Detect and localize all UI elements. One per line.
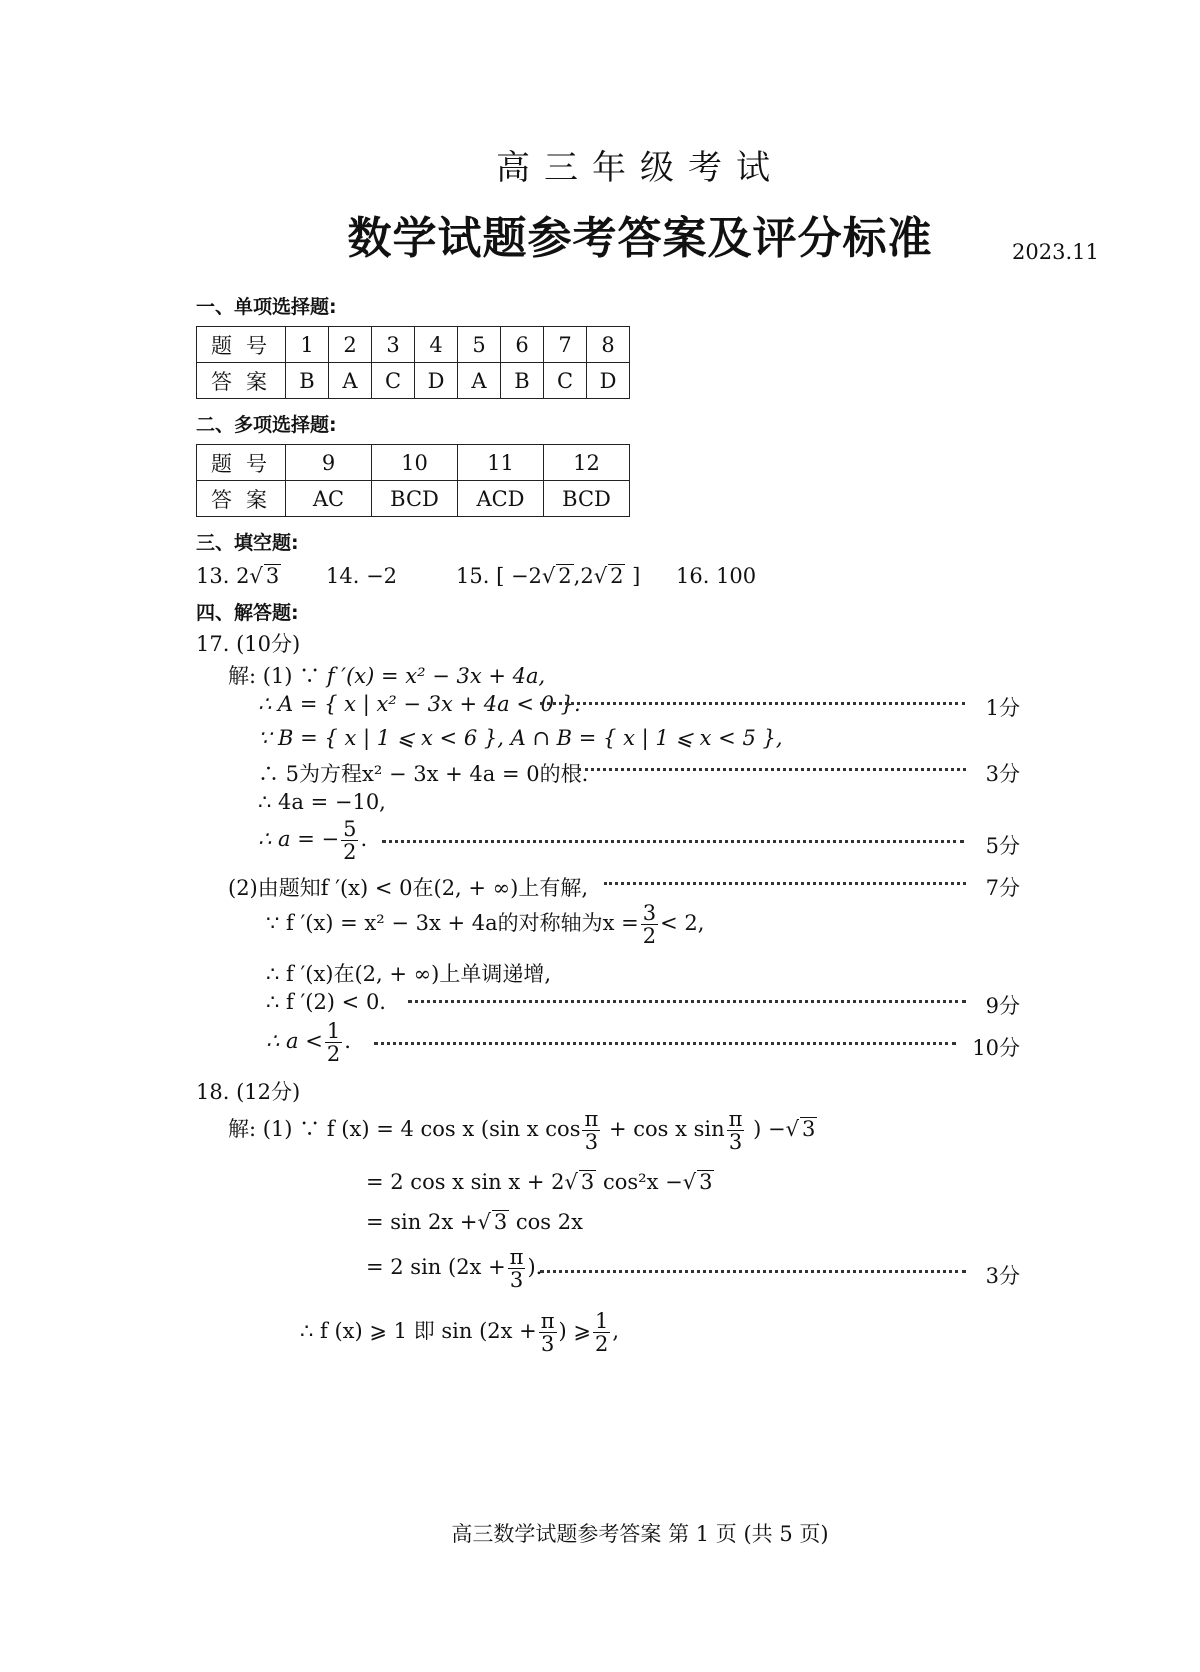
answer-cell: B [501,363,544,399]
dot-leader [540,702,965,705]
step-tail: . [360,827,368,852]
step-lead: 解: (1) ∵ [228,664,327,688]
fraction [727,1108,745,1153]
page-footer: 高三数学试题参考答案 第 1 页 (共 5 页) [451,1522,829,1546]
answer-16: 16. 100 [676,564,757,588]
step-lead: = 2 sin (2x + [366,1255,506,1280]
interval-open: 15. [ −2 [456,564,542,588]
dot-leader [578,768,966,771]
exam-date: 2023.11 [1012,240,1099,264]
section-single-choice-title: 一、单项选择题: [196,296,337,318]
step-tail: ) − [753,1117,786,1142]
score-7: 7分 [985,876,1020,900]
table-row [197,481,630,517]
p17-line-10: ∴ f ′(2) < 0. [266,990,386,1014]
p18-line-2 [366,1170,714,1194]
fraction [582,1108,600,1153]
p17-line-7: (2)由题知f ′(x) < 0在(2, + ∞)上有解, [228,876,589,900]
score-1: 1分 [985,696,1020,720]
denominator: 3 [728,1130,743,1155]
answer-cell: C [372,363,415,399]
section-solution-title: 四、解答题: [196,602,299,624]
dot-leader [374,1042,956,1045]
sqrt-icon: √ [541,564,556,588]
sqrt-icon: √ [682,1170,697,1194]
p17-line-2: ∴ A = { x | x² − 3x + 4a < 0 }. [258,692,581,716]
step-mid: ) ⩾ [558,1319,592,1344]
p17-line-11 [266,1020,351,1065]
step-tail: . [344,1029,351,1054]
score-5: 5分 [985,834,1020,858]
question-number: 3 [372,327,415,363]
denominator: 3 [509,1268,524,1293]
step-lead: ∴ f (x) ⩾ 1 即 sin (2x + [300,1319,537,1344]
denominator: 2 [642,924,657,949]
formula: f ′(x) = x² − 3x + 4a, [326,664,546,688]
p17-line-5: ∴ 4a = −10, [258,790,386,814]
numerator: 3 [642,901,657,925]
question-number: 11 [458,445,544,481]
denominator: 2 [595,1332,609,1357]
p17-line-6 [258,818,367,863]
question-label: 13. [196,564,230,588]
step-mid: cos²x − [602,1170,683,1194]
p18-line-3 [366,1210,583,1234]
numerator: 1 [326,1019,341,1043]
step-tail: ). [527,1255,543,1280]
answer-15 [456,564,640,588]
question-number: 5 [458,327,501,363]
answer-14: 14. −2 [326,564,398,588]
answer-cell: BCD [372,481,458,517]
p17-line-3: ∵ B = { x | 1 ⩽ x < 6 }, A ∩ B = { x | 1 ⩽ x < 5 }, [258,726,783,750]
question-number: 12 [544,445,630,481]
fraction [539,1310,557,1355]
interval-mid: ,2 [573,564,594,588]
radicand: 3 [493,1210,508,1234]
problem-17-header: 17. (10分) [196,632,301,656]
problem-18-header: 18. (12分) [196,1080,301,1104]
numerator: π [584,1107,599,1131]
answer-cell: B [286,363,329,399]
radicand: 2 [558,564,572,588]
step-lead: = sin 2x + [366,1210,478,1234]
question-number: 9 [286,445,372,481]
answer-cell: D [587,363,630,399]
multi-choice-table [196,444,630,517]
sqrt-icon: √ [593,564,608,588]
sqrt-icon: √ [477,1210,491,1234]
dot-leader [540,1270,966,1273]
question-number: 10 [372,445,458,481]
question-number: 1 [286,327,329,363]
p18-line-5 [300,1310,619,1355]
fraction [641,902,658,947]
answer-13 [196,564,281,588]
step-tail: < 2, [660,911,705,936]
p17-line-4: ∴ 5为方程x² − 3x + 4a = 0的根. [258,762,589,786]
radicand: 3 [699,1170,713,1194]
radicand: 3 [802,1117,816,1142]
step-lead: = 2 cos x sin x + 2 [366,1170,565,1194]
section-multi-choice-title: 二、多项选择题: [196,414,337,436]
step-tail: cos 2x [515,1210,583,1234]
step-tail: , [612,1319,620,1344]
answer-cell: ACD [458,481,544,517]
score-3: 3分 [985,1264,1020,1288]
table-row [197,445,630,481]
step-lead: ∴ a = − [258,827,340,852]
fraction [508,1246,526,1291]
fraction [341,818,358,863]
answer-cell: C [544,363,587,399]
question-number: 2 [329,327,372,363]
denominator: 3 [584,1130,599,1155]
radicand: 2 [610,564,624,588]
step-lead: 解: (1) ∵ f (x) = 4 cos x (sin x cos [228,1117,581,1142]
single-choice-table [196,326,630,399]
answer-label: 答案 [197,481,286,517]
sqrt-icon: √ [785,1117,799,1142]
denominator: 2 [343,840,357,865]
dot-leader [408,1000,966,1003]
fraction [325,1020,342,1065]
step-lead: ∴ a < [266,1029,323,1054]
numerator: π [509,1245,524,1269]
p17-line-9: ∴ f ′(x)在(2, + ∞)上单调递增, [266,962,552,986]
question-number: 6 [501,327,544,363]
question-number: 7 [544,327,587,363]
dot-leader [382,840,964,843]
denominator: 3 [540,1332,555,1357]
fraction [593,1310,610,1355]
radicand: 3 [265,564,280,588]
table-row [197,327,630,363]
score-3: 3分 [985,762,1020,786]
dot-leader [604,882,966,885]
sqrt-icon: √ [564,1170,578,1194]
question-number-label: 题号 [197,445,286,481]
p18-line-1 [228,1108,817,1153]
interval-close: ] [625,564,641,588]
table-row [197,363,630,399]
numerator: 1 [595,1309,609,1333]
p17-line-8 [266,902,704,947]
score-10: 10分 [972,1036,1020,1060]
score-9: 9分 [985,994,1020,1018]
question-number-label: 题号 [197,327,286,363]
p17-line-1 [228,660,545,690]
step-mid: + cos x sin [608,1117,725,1142]
question-number: 8 [587,327,630,363]
question-number: 4 [415,327,458,363]
step-lead: ∵ f ′(x) = x² − 3x + 4a的对称轴为x = [266,911,639,936]
numerator: π [540,1309,555,1333]
exam-level-title: 高三年级考试 [496,148,784,188]
answer-cell: A [458,363,501,399]
answer-cell: A [329,363,372,399]
coefficient: 2 [236,564,250,588]
answer-cell: D [415,363,458,399]
answer-label: 答案 [197,363,286,399]
denominator: 2 [326,1042,341,1067]
numerator: 5 [343,817,357,841]
radicand: 3 [580,1170,595,1194]
p18-line-4 [366,1246,542,1291]
page-title: 数学试题参考答案及评分标准 [347,213,933,264]
sqrt-icon: √ [249,564,263,588]
answer-cell: BCD [544,481,630,517]
answer-cell: AC [286,481,372,517]
numerator: π [728,1107,743,1131]
section-fill-blank-title: 三、填空题: [196,532,299,554]
